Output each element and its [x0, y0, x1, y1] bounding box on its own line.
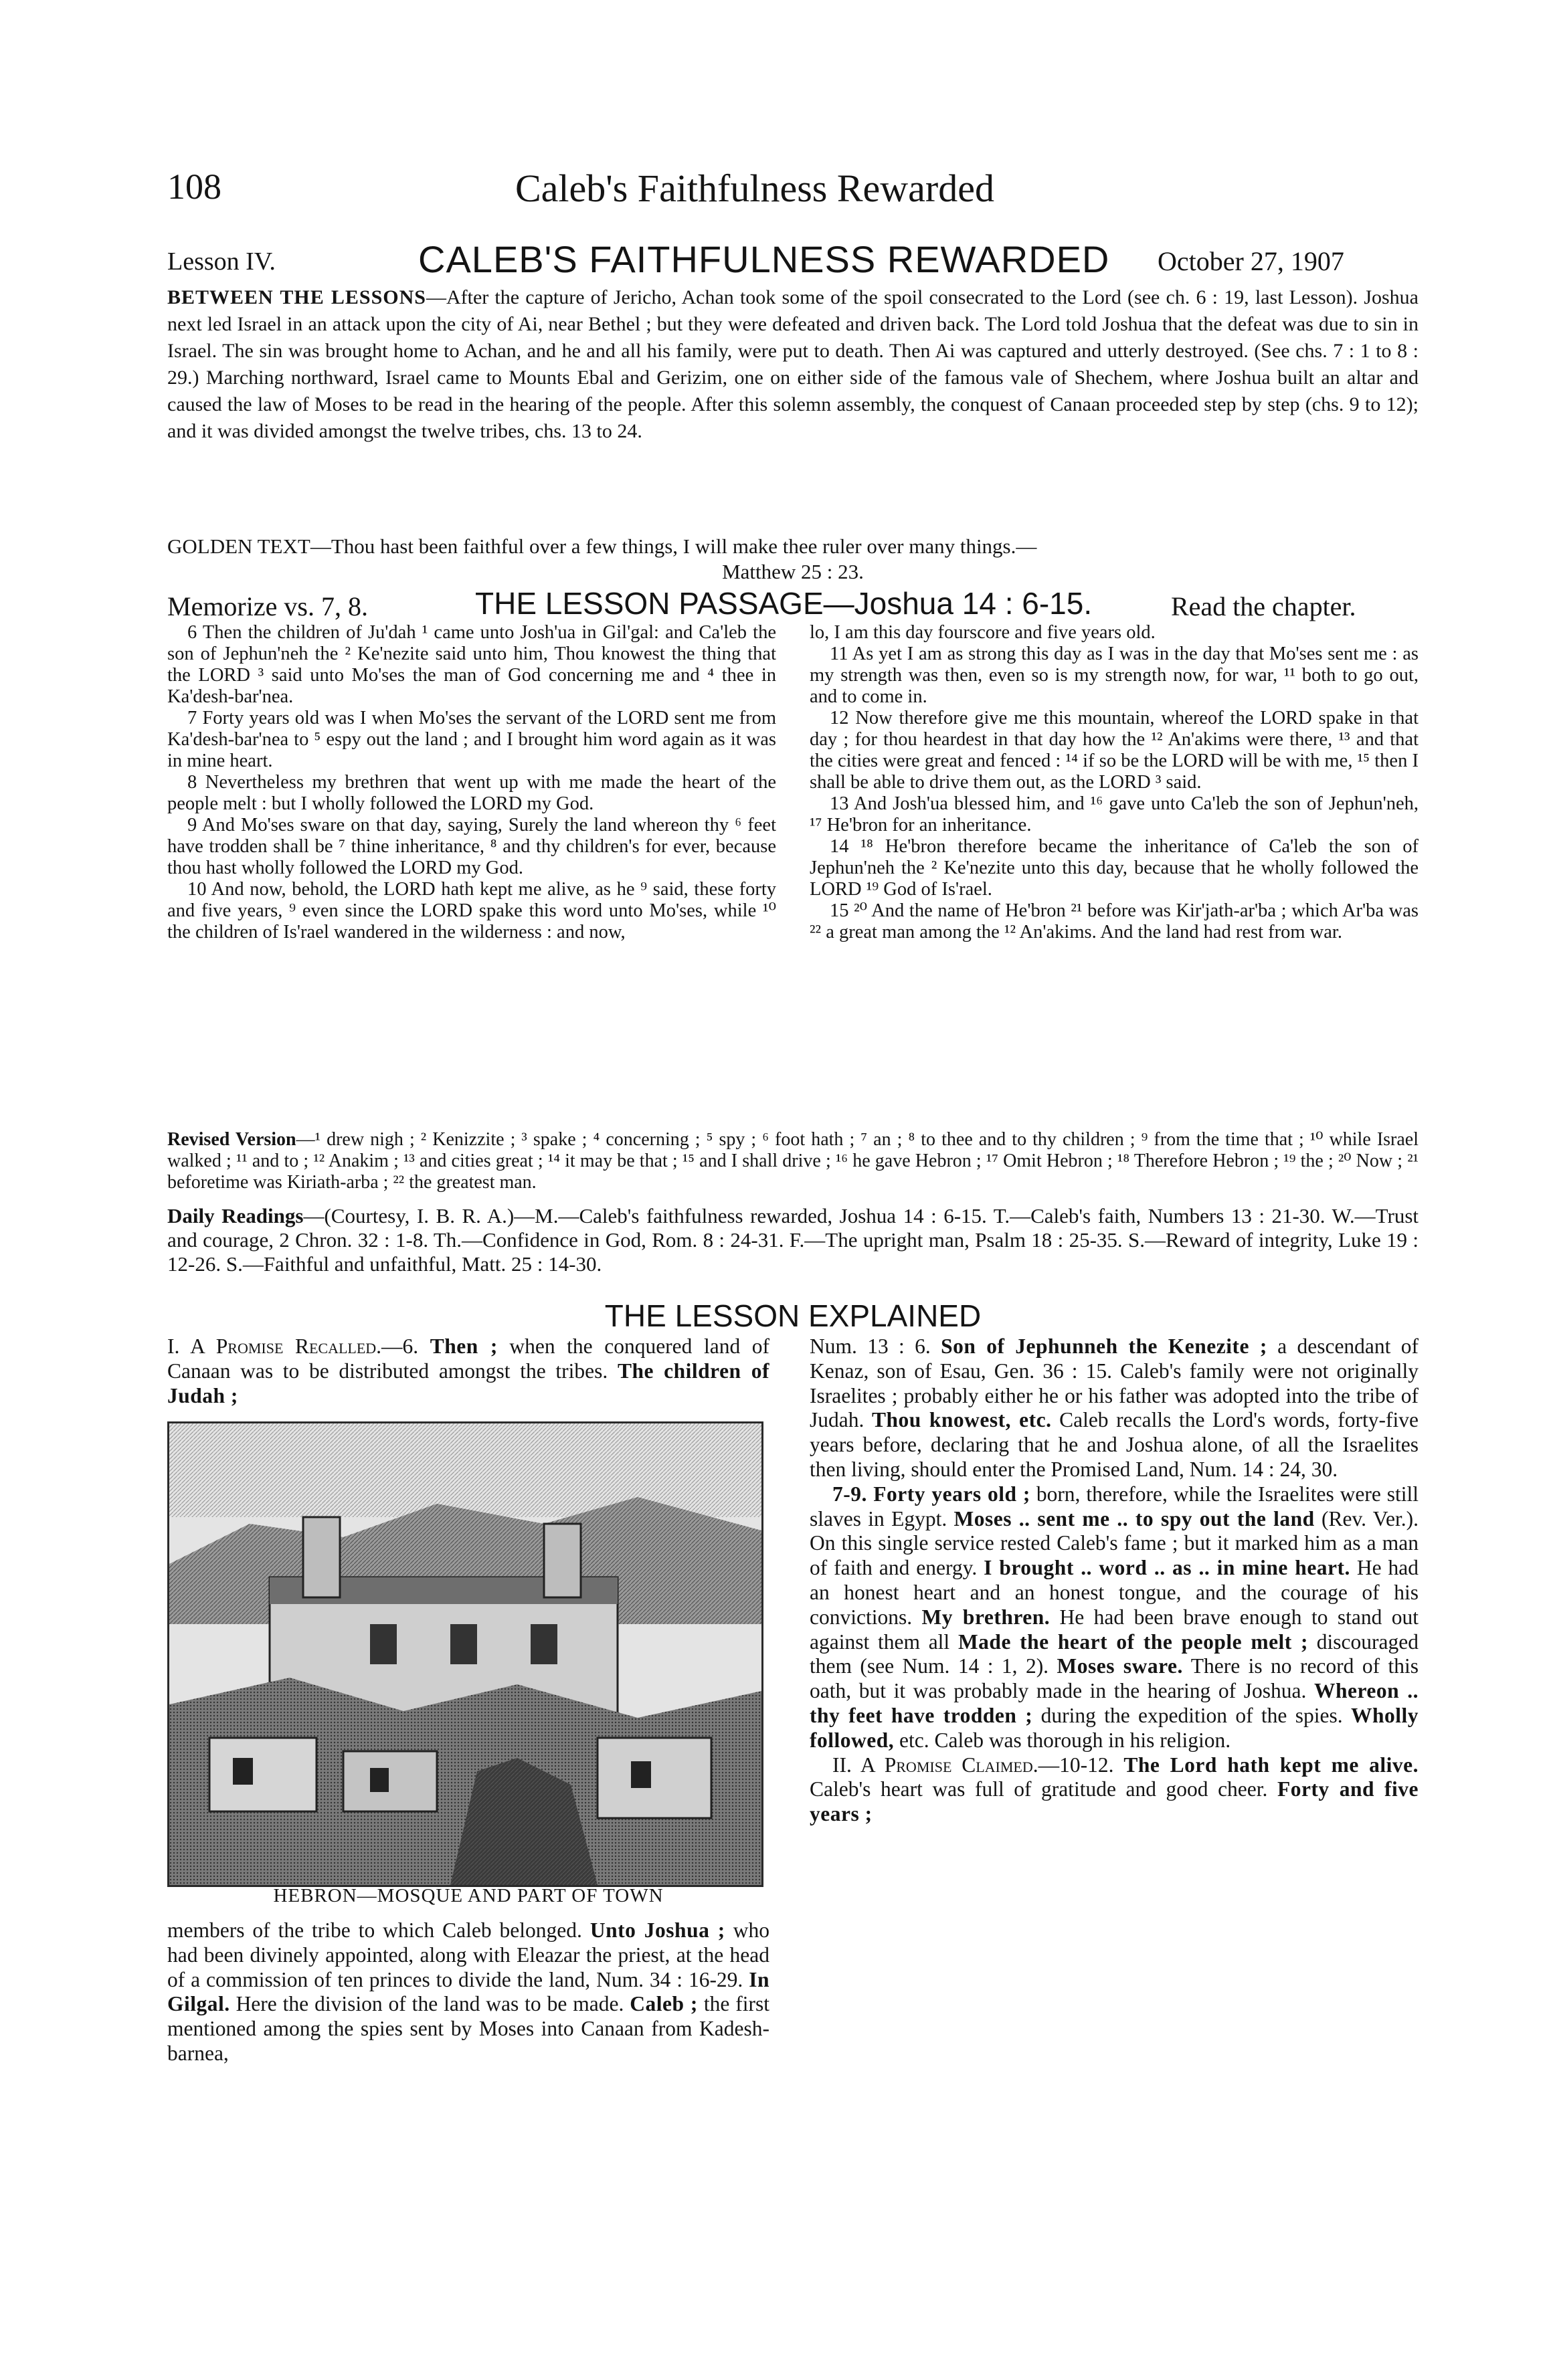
scripture-right-column	[810, 622, 1419, 943]
explained-left-top	[167, 1334, 769, 1408]
hebron-engraving-image	[169, 1423, 761, 1885]
running-title: Caleb's Faithfulness Rewarded	[515, 167, 994, 210]
daily-readings-label: Daily Readings	[167, 1204, 304, 1227]
scripture-left-column	[167, 622, 776, 943]
between-text: —After the capture of Jericho, Achan took some of the spoil consecrated to the Lord (see ch. 6 : 19, last Lesson). Joshua next led Israel in an attack upon the city of Ai, near Bethel ; but they were defeated and driven back. The Lord told Joshua that the defeat was due to sin in Israel. The sin was brought home to Achan, and he and all his family, were put to death. Then Ai was captured and utterly destroyed. (See chs. 7 : 1 to 8 : 29.) Marching northward, Israel came to Mounts Ebal and Gerizim, one on either side of the famous vale of Shechem, where Joshua built an altar and caused the law of Moses to be read in the hearing of the people. After this solemn assembly, the conquest of Canaan proceeded step by step (chs. 9 to 12); and it was divided amongst the twelve tribes, chs. 13 to 24.	[167, 286, 1419, 442]
section-heading: II. A Promise Claimed.	[832, 1753, 1038, 1777]
figure-caption: HEBRON—MOSQUE AND PART OF TOWN	[273, 1885, 664, 1906]
scripture-verse: 12 Now therefore give me this mountain, whereof the LORD spake in that day ; for thou heardest in that day how the ¹² An'akims were there, ¹³ and that the cities were great and fenced : ¹⁴ if so be the LORD will be with me, ¹⁵ then I shall be able to drive them out, as the LORD ³ said.	[810, 708, 1419, 793]
scripture-verse: 8 Nevertheless my brethren that went up with me made the heart of the people melt : but I wholly followed the LORD my God.	[167, 772, 776, 814]
lesson-title: CALEB'S FAITHFULNESS REWARDED	[418, 238, 1110, 280]
scripture-verse: 10 And now, behold, the LORD hath kept me alive, as he ⁹ said, these forty and five years, ⁹ even since the LORD spake this word unto Mo'ses, while ¹⁰ the children of Is'rael wandered in the wilderness : and now,	[167, 879, 776, 943]
lesson-date: October 27, 1907	[1158, 246, 1344, 276]
golden-text-body: —Thou hast been faithful over a few things, I will make thee ruler over many things.—	[310, 534, 1037, 558]
paragraph: II. A Promise Claimed.—10-12. The Lord hath kept me alive. Caleb's heart was full of gratitude and good cheer. Forty and five years ;	[810, 1753, 1419, 1826]
between-label: BETWEEN THE LESSONS	[167, 286, 426, 308]
explained-left-bottom	[167, 1918, 769, 2066]
paragraph: members of the tribe to which Caleb belonged. Unto Joshua ; who had been divinely appointed, along with Eleazar the priest, at the head of a commission of ten princes to divide the land, Num. 34 : 16-29. In Gilgal. Here the division of the land was to be made. Caleb ; the first mentioned among the spies sent by Moses into Canaan from Kadesh-barnea,	[167, 1918, 770, 2065]
passage-line	[167, 585, 1419, 625]
section-heading: I. A Promise Recalled.	[167, 1334, 382, 1358]
scripture-verse: 11 As yet I am as strong this day as I was in the day that Mo'ses sent me : as my strength was then, even so is my strength now, for war, ¹¹ both to go out, and to come in.	[810, 643, 1419, 707]
revised-version-text: —¹ drew nigh ; ² Kenizzite ; ³ spake ; ⁴ concerning ; ⁵ spy ; ⁶ foot hath ; ⁷ an ; ⁸ to thee and to thy children ; ⁹ from the time that ; ¹⁰ while Israel walked ; ¹¹ and to ; ¹² Anakim ; ¹³ and cities great ; ¹⁴ it may be that ; ¹⁵ and I shall drive ; ¹⁶ he gave Hebron ; ¹⁷ Omit Hebron ; ¹⁸ Therefore Hebron ; ¹⁹ the ; ²⁰ Now ; ²¹ beforetime was Kiriath-arba ; ²² the greatest man.	[167, 1129, 1419, 1193]
memorize-verses: Memorize vs. 7, 8.	[167, 591, 368, 621]
scripture-verse: 9 And Mo'ses sware on that day, saying, Surely the land whereon thy ⁶ feet have trodden shall be ⁷ thine inheritance, ⁸ and thy children's for ever, because thou hast wholly followed the LORD my God.	[167, 815, 776, 878]
revised-version-notes	[167, 1129, 1419, 1193]
scripture-verse: 15 ²⁰ And the name of He'bron ²¹ before was Kir'jath-ar'ba ; which Ar'ba was ²² a great man among the ¹² An'akims. And the land had rest from war.	[810, 900, 1419, 943]
lesson-number: Lesson IV.	[167, 247, 276, 276]
lesson-explained-heading: THE LESSON EXPLAINED	[604, 1298, 982, 1333]
lesson-passage-title: THE LESSON PASSAGE—Joshua 14 : 6-15.	[475, 586, 1093, 621]
golden-label: GOLDEN TEXT	[167, 534, 310, 558]
paragraph: Num. 13 : 6. Son of Jephunneh the Kenezite ; a descendant of Kenaz, son of Esau, Gen. 36 : 15. Caleb's family were not originally Israelites ; probably either he or his father was adopted into the tribe of Judah. Thou knowest, etc. Caleb recalls the Lord's words, forty-five years before, declaring that he and Joshua alone, of all the Israelites then living, should enter the Promised Land, Num. 14 : 24, 30.	[810, 1334, 1419, 1481]
golden-text-reference: Matthew 25 : 23.	[722, 560, 864, 583]
lesson-header	[167, 237, 1419, 284]
paragraph: I. A Promise Recalled.—6. Then ; when the conquered land of Canaan was to be distributed amongst the tribes. The children of Judah ;	[167, 1334, 769, 1407]
hebron-engraving	[167, 1421, 763, 1887]
daily-readings	[167, 1204, 1419, 1276]
page-number: 108	[167, 167, 221, 207]
scripture-verse: 13 And Josh'ua blessed him, and ¹⁶ gave unto Ca'leb the son of Jephun'neh, ¹⁷ He'bron for an inheritance.	[810, 793, 1419, 835]
scripture-verse: 6 Then the children of Ju'dah ¹ came unto Josh'ua in Gil'gal: and Ca'leb the son of Jephun'neh the ² Ke'nezite said unto him, Thou knowest the thing that the LORD ³ said unto Mo'ses the man of God concerning me and ⁴ thee in Ka'desh-bar'nea.	[167, 622, 776, 707]
revised-version-label: Revised Version	[167, 1129, 296, 1150]
golden-text	[167, 534, 1419, 585]
between-the-lessons	[167, 284, 1419, 445]
daily-readings-text: —(Courtesy, I. B. R. A.)—M.—Caleb's faithfulness rewarded, Joshua 14 : 6-15. T.—Caleb's faith, Numbers 13 : 21-30. W.—Trust and courage, 2 Chron. 32 : 1-8. Th.—Confidence in God, Rom. 8 : 24-31. F.—The upright man, Psalm 18 : 25-35. S.—Reward of integrity, Luke 19 : 12-26. S.—Faithful and unfaithful, Matt. 25 : 14-30.	[167, 1204, 1419, 1276]
scripture-verse: 14 ¹⁸ He'bron therefore became the inheritance of Ca'leb the son of Jephun'neh the ² Ke'nezite unto this day, because that he wholly followed the LORD ¹⁹ God of Is'rael.	[810, 836, 1419, 900]
paragraph: 7-9. Forty years old ; born, therefore, while the Israelites were still slaves in Egypt. Moses .. sent me .. to spy out the land (Rev. Ver.). On this single service rested Caleb's fame ; but it marked him as a man of faith and energy. I brought .. word .. as .. in mine heart. He had an honest heart and an honest tongue, and the courage of his convictions. My brethren. He had been brave enough to stand out against them all Made the heart of the people melt ; discouraged them (see Num. 14 : 1, 2). Moses sware. There is no record of this oath, but it was probably made in the hearing of Joshua. Whereon .. thy feet have trodden ; during the expedition of the spies. Wholly followed, etc. Caleb was thorough in his religion.	[810, 1482, 1419, 1752]
read-chapter: Read the chapter.	[1171, 591, 1356, 621]
scripture-verse: 7 Forty years old was I when Mo'ses the servant of the LORD sent me from Ka'desh-bar'nea to ⁵ espy out the land ; and I brought him word again as it was in mine heart.	[167, 708, 776, 771]
running-head	[167, 166, 1419, 219]
explained-right-column	[810, 1334, 1419, 1827]
scripture-verse: lo, I am this day fourscore and five years old.	[810, 622, 1156, 643]
